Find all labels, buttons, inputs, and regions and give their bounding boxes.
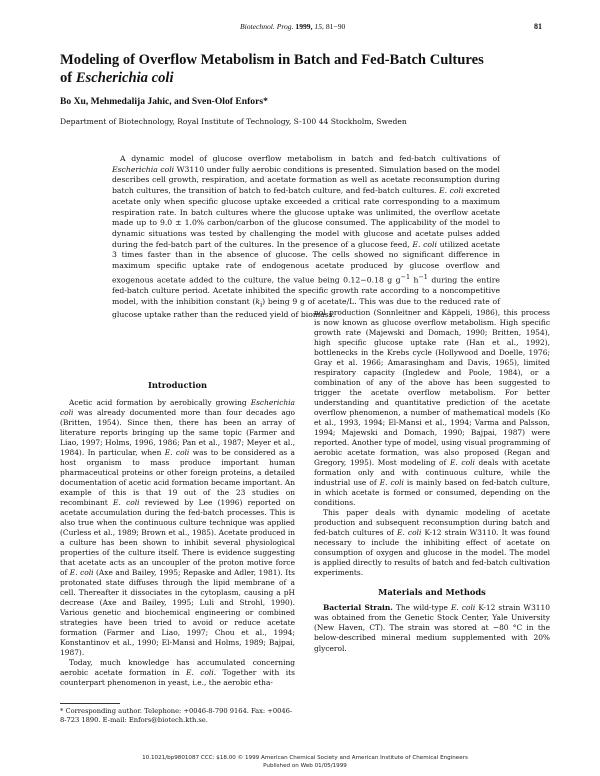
abstract: A dynamic model of glucose overflow metabolism in batch and fed-batch cultivations of Escherichia coli W3110 under fully aerobic conditions is presented. Simulation based on the model describes cell growth, respiration, and acetate formation as well as acetate reconsumption during batch cultures, the transition of batch to fed-batch culture, and fed-batch cultures. E. coli excreted acetate only when specific glucose uptake exceeded a critical rate corresponding to a maximum respiration rate. In batch cultures where the glucose uptake was unlimited, the overflow acetate made up to 9.0 ± 1.0% carbon/carbon of the glucose consumed. The applicability of the model to dynamic situations was tested by challenging the model with glucose and acetate pulses added during the fed-batch part of the cultures. In the presence of a glucose feed, E. coli utilized acetate 3 times faster than in the absence of glucose. The cells showed no significant difference in maximum specific uptake rate of endogenous acetate produced by glucose overflow and exogenous acetate added to the culture, the value being 0.12−0.18 g $g^{-1}$ $h^{-1}$ during the entire fed-batch culture period. Acetate inhibited the specific growth rate according to a noncompetitive model, with the inhibition constant $(k_i)$ being 9 g of acetate/L. This was due to the reduced rate of glucose uptake rather than the reduced yield of biomass. xyxy=(112,154,501,320)
title-line-1: Modeling of Overflow Metabolism in Batch and Fed-Batch Cultures xyxy=(60,52,484,68)
intro-paragraph-2: Today, much knowledge has accumulated concerning aerobic acetate formation in E. coli. Together with its counterpart phenomenon in yeast, i.e., the aerobic etha- xyxy=(60,658,295,688)
methods-paragraph-1: Bacterial Strain. The wild-type E. coli K-12 strain W3110 was obtained from the Genetic Stock Center, Yale University (New Haven, CT). The strain was stored at −80 °C in the below-described mineral medium supplemented with 20% glycerol. xyxy=(314,603,550,653)
running-header xyxy=(240,22,345,31)
corresponding-author-footnote: * Corresponding author. Telephone: +0046-8-790 9164. Fax: +0046-8-723 1890. E-mail: Enfors@biotech.kth.se. xyxy=(60,707,293,724)
authors: Bo Xu, Mehmedalija Jahic, and Sven-Olof Enfors* xyxy=(60,96,268,107)
journal-volume: 15, xyxy=(314,22,324,31)
journal-name: Biotechnol. Prog. xyxy=(240,22,294,31)
journal-year: 1999, xyxy=(295,22,313,31)
intro-paragraph-2-cont: nol production (Sonnleitner and Käppeli, 1986), this process is now known as glucose overflow metabolism. High specific growth rate (Majewski and Domach, 1990; Britten, 1954), high specific glucose uptake rate (Han et al., 1992), bottlenecks in the Krebs cycle (Hollywood and Doelle, 1976; Gray et al. 1966; Amarasingham and Davis, 1965), limited respiratory capacity (Ingledew and Poole, 1984), or a combination of any of the above has been suggested to trigger the acetate overflow metabolism. For better understanding and quantitative prediction of the acetate overflow phenomenon, a number of mathematical models (Ko et al., 1993, 1994; El-Mansi et al., 1994; Varma and Palsson, 1994; Majewski and Domach, 1990; Bajpai, 1987) were reported. Another type of model, using visual programming of aerobic acetate formation, was also proposed (Regan and Gregory, 1995). Most modeling of E. coli deals with acetate formation only and with continuous culture, while the industrial use of E. coli is mainly based on fed-batch culture, in which acetate is formed or consumed, depending on the conditions. xyxy=(314,308,551,508)
bacterial-strain-heading: Bacterial Strain. xyxy=(323,603,393,613)
footer-doi-copyright: 10.1021/bp9801087 CCC: $18.00 © 1999 American Chemical Society and American Institute of Chemical Engineers xyxy=(142,755,468,761)
journal-pages: 81−90 xyxy=(325,22,346,31)
intro-paragraph-3: This paper deals with dynamic modeling of acetate production and subsequent reconsumption during batch and fed-batch cultures of E. coli K-12 strain W3110. It was found necessary to include the inhibiting effect of acetate on consumption of oxygen and glucose in the model. The model is applied directly to results of batch and fed-batch cultivation experiments. xyxy=(314,508,550,578)
intro-paragraph-1: Acetic acid formation by aerobically growing Escherichia coli was already documented more than four decades ago (Britten, 1954). Since then, there has been an array of literature reports bringing up the same topic (Farmer and Liao, 1997; Holms, 1996, 1986; Pan et al., 1987; Meyer et al., 1984). In particular, when E. coli was to be considered as a host organism to mass produce important human pharmaceutical proteins or other foreign proteins, a detailed documentation of acetic acid formation became important. An example of this is that 19 out of the 23 studies on recombinant E. coli reviewed by Lee (1996) reported on acetate accumulation during the fed-batch processes. This is also true when the continuous culture technique was applied (Curless et al., 1989; Brown et al., 1985). Acetate produced in a culture has been shown to inhibit several physiological properties of the culture itself. There is evidence suggesting that acetate acts as an uncoupler of the proton motive force of E. coli (Axe and Bailey, 1995; Repaske and Adler, 1981). Its protonated state diffuses through the lipid membrane of a cell. Thereafter it dissociates in the cytoplasm, causing a pH decrease (Axe and Bailey, 1995; Luli and Strohl, 1990). Various genetic and biochemical engineering or combined strategies have been tried to avoid or reduce acetate formation (Farmer and Liao, 1997; Chou et al., 1994; Konstantinov et al., 1990; El-Mansi and Holms, 1989; Bajpai, 1987). xyxy=(60,398,295,658)
footer-published: Published on Web 01/05/1999 xyxy=(263,763,347,769)
affiliation: Department of Biotechnology, Royal Institute of Technology, S-100 44 Stockholm, Sweden xyxy=(60,117,407,126)
page-number: 81 xyxy=(534,22,542,31)
title-organism: Escherichia coli xyxy=(75,69,174,86)
left-column xyxy=(60,380,295,688)
title-line-2-prefix: of xyxy=(60,69,76,86)
footnote-divider xyxy=(60,703,120,704)
right-column xyxy=(314,308,550,654)
article-title xyxy=(60,52,560,87)
methods-heading: Materials and Methods xyxy=(378,587,486,598)
introduction-heading: Introduction xyxy=(147,380,208,390)
